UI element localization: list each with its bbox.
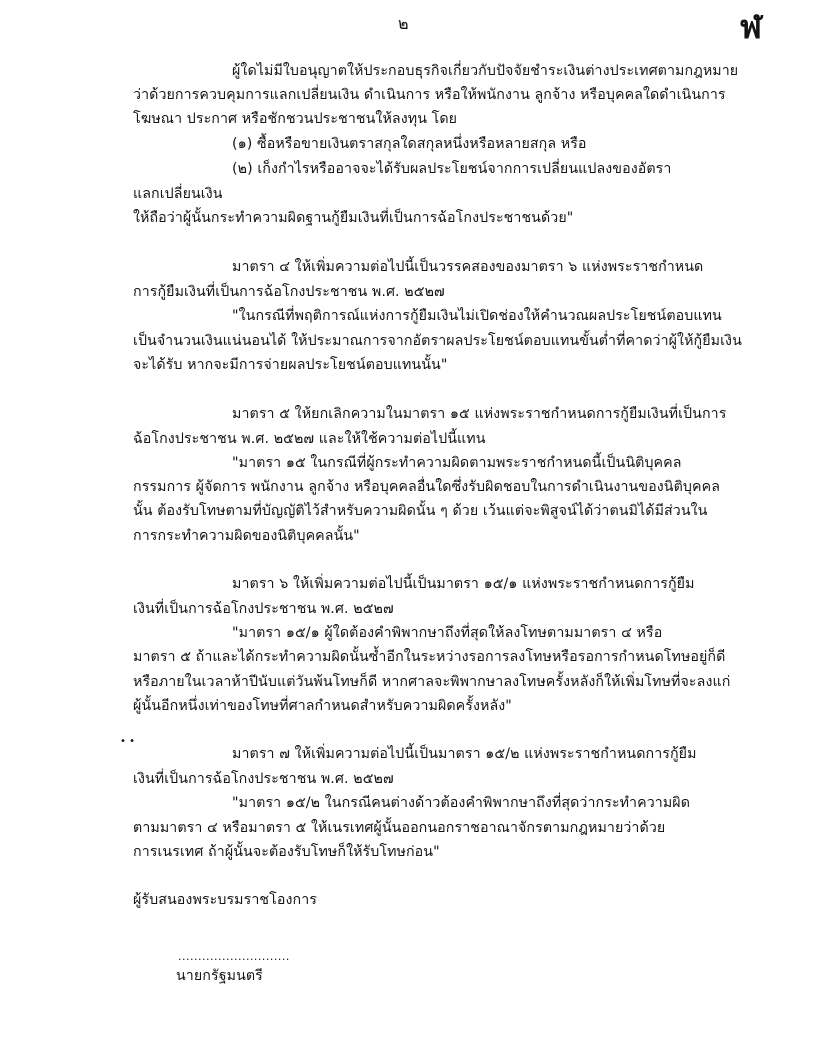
text-line: เป็นจำนวนเงินแน่นอนได้ ให้ประมาณการจากอัตราผลประโยชน์ตอบแทนขั้นต่ำที่คาดว่าผู้ให้กู้ยืมเงิน — [133, 333, 742, 349]
quoted-text-line: "มาตรา ๑๕ ในกรณีที่ผู้กระทำความผิดตามพระราชกำหนดนี้เป็นนิติบุคคล — [232, 455, 682, 471]
scan-specks: • • — [120, 736, 135, 747]
countersignature-label: ผู้รับสนองพระบรมราชโองการ — [133, 892, 317, 908]
corner-handwritten-mark: ฬ — [740, 8, 762, 46]
text-line: เงินที่เป็นการฉ้อโกงประชาชน พ.ศ. ๒๕๒๗ — [133, 601, 394, 617]
text-line: โฆษณา ประกาศ หรือชักชวนประชาชนให้ลงทุน โดย — [133, 111, 458, 127]
quoted-text-line: "มาตรา ๑๕/๒ ในกรณีคนต่างด้าวต้องคำพิพากษาถึงที่สุดว่ากระทำความผิด — [232, 795, 691, 811]
section-heading-line: มาตรา ๔ ให้เพิ่มความต่อไปนี้เป็นวรรคสองของมาตรา ๖ แห่งพระราชกำหนด — [232, 259, 704, 275]
quoted-text-line: "ในกรณีที่พฤติการณ์แห่งการกู้ยืมเงินไม่เปิดช่องให้คำนวณผลประโยชน์ตอบแทน — [232, 308, 722, 324]
text-line: ว่าด้วยการควบคุมการแลกเปลี่ยนเงิน ดำเนินการ หรือให้พนักงาน ลูกจ้าง หรือบุคคลใดดำเนินการ — [133, 87, 726, 103]
section-heading-line: มาตรา ๖ ให้เพิ่มความต่อไปนี้เป็นมาตรา ๑๕/๑ แห่งพระราชกำหนดการกู้ยืม — [232, 576, 695, 592]
text-line: ผู้นั้นอีกหนึ่งเท่าของโทษที่ศาลกำหนดสำหรับความผิดครั้งหลัง" — [133, 698, 512, 714]
text-line: แลกเปลี่ยนเงิน — [133, 186, 223, 202]
text-line: มาตรา ๕ ถ้าและได้กระทำความผิดนั้นซ้ำอีกในระหว่างรอการลงโทษหรือรอการกำหนดโทษอยู่ก็ดี — [133, 649, 726, 665]
text-line: จะได้รับ หากจะมีการจ่ายผลประโยชน์ตอบแทนนั้น" — [133, 357, 448, 373]
page-number: ๒ — [398, 14, 409, 33]
text-line: การกู้ยืมเงินที่เป็นการฉ้อโกงประชาชน พ.ศ. ๒๕๒๗ — [133, 284, 445, 300]
text-line: เงินที่เป็นการฉ้อโกงประชาชน พ.ศ. ๒๕๒๗ — [133, 771, 394, 787]
text-line: การเนรเทศ ถ้าผู้นั้นจะต้องรับโทษก็ให้รับโทษก่อน" — [133, 844, 440, 860]
text-line: ตามมาตรา ๔ หรือมาตรา ๕ ให้เนรเทศผู้นั้นออกนอกราชอาณาจักรตามกฎหมายว่าด้วย — [133, 820, 666, 836]
section-heading-line: มาตรา ๕ ให้ยกเลิกความในมาตรา ๑๕ แห่งพระราชกำหนดการกู้ยืมเงินที่เป็นการ — [232, 406, 727, 422]
text-line: ผู้ใดไม่มีใบอนุญาตให้ประกอบธุรกิจเกี่ยวกับปัจจัยชำระเงินต่างประเทศตามกฎหมาย — [232, 63, 739, 79]
signature-dotted-line: ............................ — [178, 950, 290, 963]
text-line: กรรมการ ผู้จัดการ พนักงาน ลูกจ้าง หรือบุคคลอื่นใดซึ่งรับผิดชอบในการดำเนินงานของนิติบุคคล — [133, 479, 721, 495]
list-item: (๑) ซื้อหรือขายเงินตราสกุลใดสกุลหนึ่งหรือหลายสกุล หรือ — [232, 136, 587, 152]
list-item: (๒) เก็งกำไรหรืออาจจะได้รับผลประโยชน์จากการเปลี่ยนแปลงของอัตรา — [232, 161, 672, 177]
section-heading-line: มาตรา ๗ ให้เพิ่มความต่อไปนี้เป็นมาตรา ๑๕/๒ แห่งพระราชกำหนดการกู้ยืม — [232, 746, 697, 762]
text-line: นั้น ต้องรับโทษตามที่บัญญัติไว้สำหรับความผิดนั้น ๆ ด้วย เว้นแต่จะพิสูจน์ได้ว่าตนมิได้มีส่วนใน — [133, 503, 708, 519]
text-line: ให้ถือว่าผู้นั้นกระทำความผิดฐานกู้ยืมเงินที่เป็นการฉ้อโกงประชาชนด้วย" — [133, 210, 574, 226]
text-line: การกระทำความผิดของนิติบุคคลนั้น" — [133, 528, 360, 544]
quoted-text-line: "มาตรา ๑๕/๑ ผู้ใดต้องคำพิพากษาถึงที่สุดให้ลงโทษตามมาตรา ๔ หรือ — [232, 625, 663, 641]
text-line: ฉ้อโกงประชาชน พ.ศ. ๒๕๒๗ และให้ใช้ความต่อไปนี้แทน — [133, 431, 486, 447]
signatory-title: นายกรัฐมนตรี — [176, 968, 263, 984]
text-line: หรือภายในเวลาห้าปีนับแต่วันพ้นโทษก็ดี หากศาลจะพิพากษาลงโทษครั้งหลังก็ให้เพิ่มโทษที่จะลงแก่ — [133, 674, 731, 690]
